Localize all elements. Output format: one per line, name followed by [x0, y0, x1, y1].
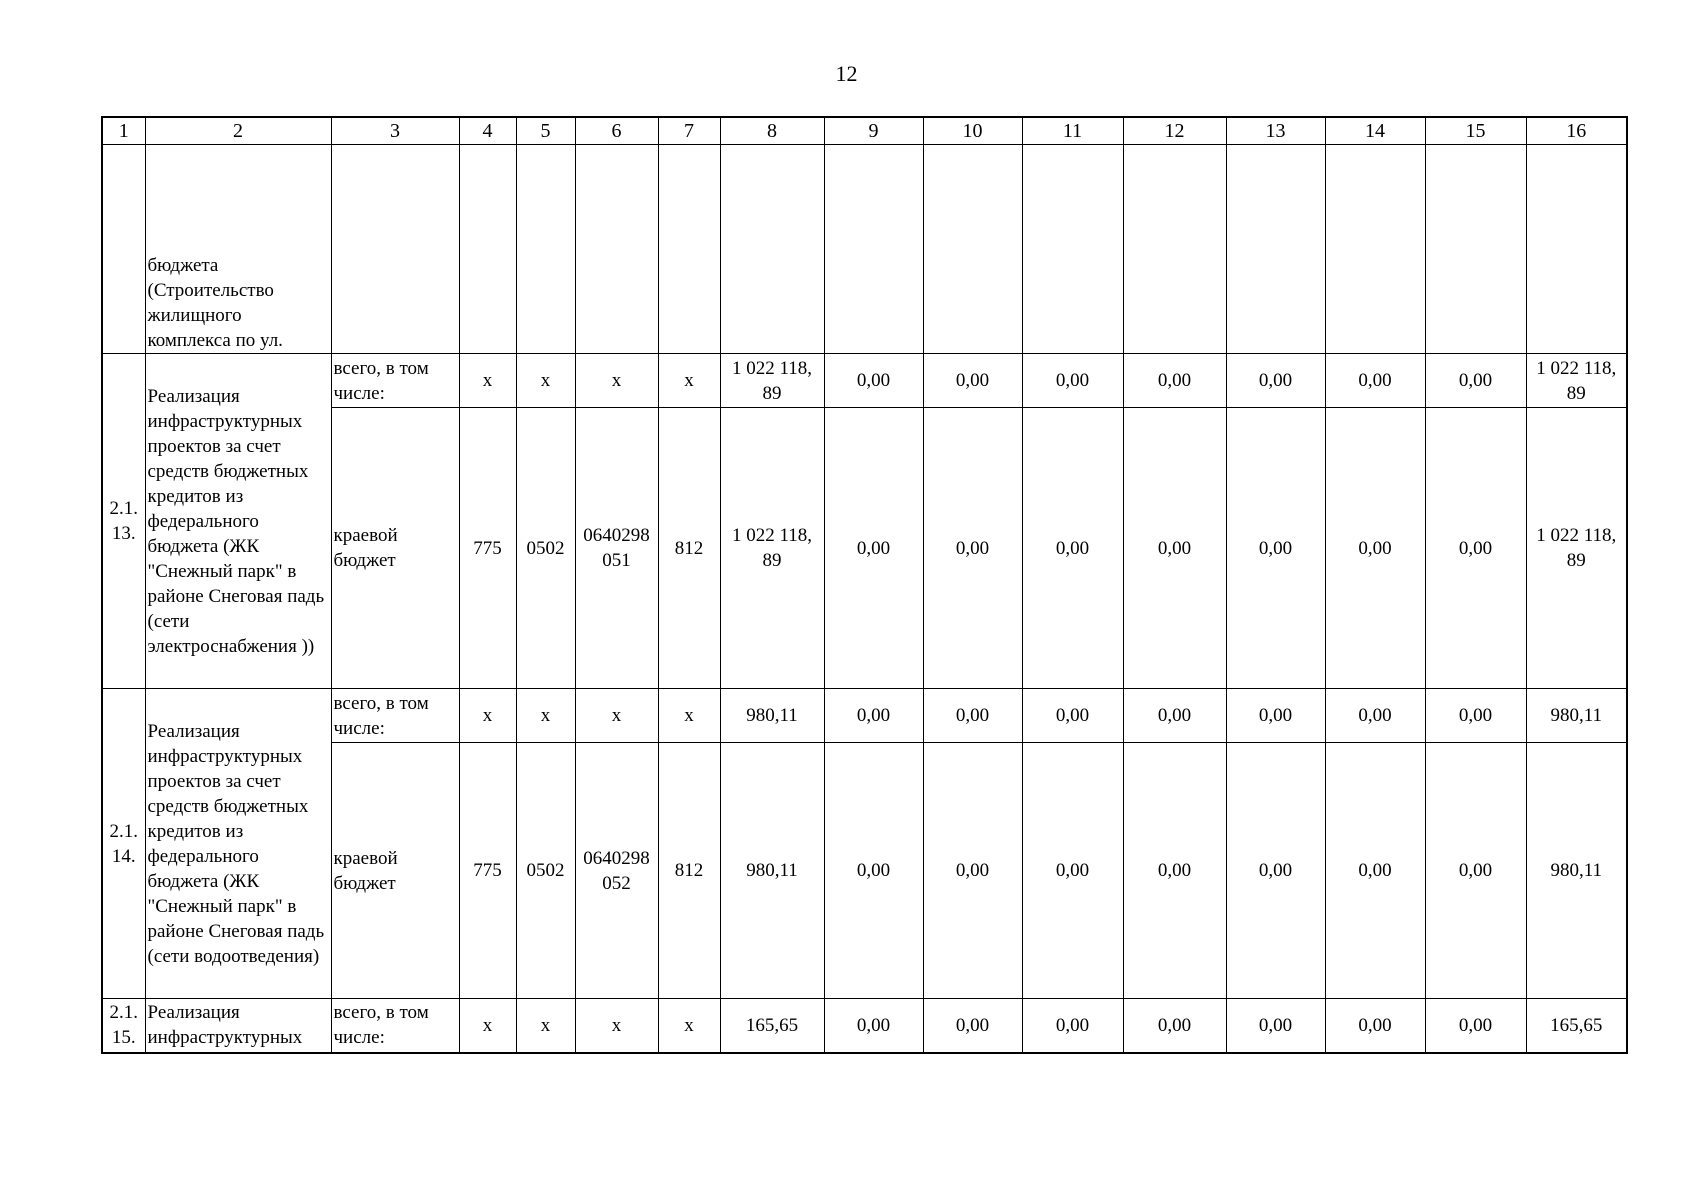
- value-cell: 0,00: [1325, 999, 1425, 1053]
- empty-cell: [1526, 145, 1627, 354]
- empty-cell: [575, 145, 658, 354]
- value-cell: 0,00: [1425, 999, 1526, 1053]
- empty-cell: [824, 145, 923, 354]
- value-cell: 1 022 118, 89: [720, 354, 824, 408]
- value-cell: 0502: [516, 408, 575, 689]
- item-id-cell: 2.1. 13.: [102, 354, 145, 689]
- value-cell: 0,00: [1022, 354, 1123, 408]
- table-row: [102, 999, 1627, 1053]
- header-cell: 1: [102, 117, 145, 145]
- value-cell: 0502: [516, 743, 575, 999]
- header-cell: 6: [575, 117, 658, 145]
- empty-cell: [459, 145, 516, 354]
- table-row: [102, 408, 1627, 689]
- table-row: [102, 743, 1627, 999]
- source-cell: краевой бюджет: [331, 408, 459, 689]
- empty-cell: [923, 145, 1022, 354]
- value-cell: 1 022 118, 89: [720, 408, 824, 689]
- empty-cell: [720, 145, 824, 354]
- header-cell: 13: [1226, 117, 1325, 145]
- source-cell: всего, в том числе:: [331, 689, 459, 743]
- value-cell: х: [516, 689, 575, 743]
- header-cell: 2: [145, 117, 331, 145]
- header-cell: 16: [1526, 117, 1627, 145]
- header-cell: 8: [720, 117, 824, 145]
- value-cell: 0640298 052: [575, 743, 658, 999]
- empty-cell: [1123, 145, 1226, 354]
- value-cell: х: [658, 689, 720, 743]
- value-cell: х: [658, 999, 720, 1053]
- empty-cell: [658, 145, 720, 354]
- value-cell: 0,00: [1425, 354, 1526, 408]
- value-cell: х: [516, 999, 575, 1053]
- value-cell: 0,00: [1425, 743, 1526, 999]
- value-cell: 0,00: [923, 354, 1022, 408]
- item-id-cell: 2.1. 14.: [102, 689, 145, 999]
- value-cell: 0,00: [824, 743, 923, 999]
- source-cell: всего, в том числе:: [331, 999, 459, 1053]
- item-name-cell: Реализация инфраструктурных: [145, 999, 331, 1053]
- value-cell: 0,00: [1425, 689, 1526, 743]
- source-cell: всего, в том числе:: [331, 354, 459, 408]
- table-row: [102, 689, 1627, 743]
- value-cell: 0,00: [923, 689, 1022, 743]
- budget-table: [101, 116, 1628, 1054]
- header-cell: 10: [923, 117, 1022, 145]
- header-cell: 7: [658, 117, 720, 145]
- value-cell: 0,00: [1022, 743, 1123, 999]
- value-cell: 0,00: [1226, 689, 1325, 743]
- value-cell: 0,00: [1226, 999, 1325, 1053]
- value-cell: 165,65: [720, 999, 824, 1053]
- value-cell: 0,00: [824, 999, 923, 1053]
- value-cell: х: [459, 999, 516, 1053]
- header-cell: 3: [331, 117, 459, 145]
- empty-cell: [516, 145, 575, 354]
- item-id-cell: 2.1. 15.: [102, 999, 145, 1053]
- header-cell: 15: [1425, 117, 1526, 145]
- item-name-cell: Реализация инфраструктурных проектов за счет средств бюджетных кредитов из федерального бюджета (ЖК "Снежный парк" в районе Снеговая падь (сети электроснабжения )): [145, 354, 331, 689]
- value-cell: 1 022 118, 89: [1526, 408, 1627, 689]
- value-cell: 0,00: [1226, 408, 1325, 689]
- header-cell: 9: [824, 117, 923, 145]
- value-cell: 980,11: [720, 689, 824, 743]
- empty-cell: [1425, 145, 1526, 354]
- value-cell: 775: [459, 743, 516, 999]
- value-cell: 0,00: [1123, 354, 1226, 408]
- value-cell: 0,00: [1425, 408, 1526, 689]
- value-cell: 0,00: [1123, 743, 1226, 999]
- value-cell: х: [516, 354, 575, 408]
- value-cell: 0,00: [1123, 408, 1226, 689]
- value-cell: 0,00: [824, 408, 923, 689]
- value-cell: 0,00: [824, 354, 923, 408]
- value-cell: 0,00: [1325, 354, 1425, 408]
- value-cell: 0,00: [1022, 689, 1123, 743]
- value-cell: 0,00: [1022, 999, 1123, 1053]
- page-number: 12: [835, 61, 858, 86]
- value-cell: х: [459, 689, 516, 743]
- header-cell: 11: [1022, 117, 1123, 145]
- value-cell: 980,11: [1526, 743, 1627, 999]
- value-cell: 812: [658, 408, 720, 689]
- empty-cell: [331, 145, 459, 354]
- value-cell: 980,11: [1526, 689, 1627, 743]
- header-cell: 4: [459, 117, 516, 145]
- value-cell: 1 022 118, 89: [1526, 354, 1627, 408]
- table-row: [102, 354, 1627, 408]
- header-cell: 5: [516, 117, 575, 145]
- id-cell: [102, 145, 145, 354]
- value-cell: 0,00: [1226, 743, 1325, 999]
- continuation-row: [102, 145, 1627, 354]
- item-name-cell: Реализация инфраструктурных проектов за счет средств бюджетных кредитов из федерального бюджета (ЖК "Снежный парк" в районе Снеговая падь (сети водоотведения): [145, 689, 331, 999]
- empty-cell: [1226, 145, 1325, 354]
- header-row: [102, 117, 1627, 145]
- value-cell: 0,00: [1325, 743, 1425, 999]
- value-cell: 0,00: [1123, 689, 1226, 743]
- value-cell: 0,00: [1226, 354, 1325, 408]
- value-cell: 0,00: [1325, 408, 1425, 689]
- value-cell: 0,00: [923, 408, 1022, 689]
- value-cell: 0,00: [923, 999, 1022, 1053]
- empty-cell: [1022, 145, 1123, 354]
- value-cell: 775: [459, 408, 516, 689]
- value-cell: х: [459, 354, 516, 408]
- value-cell: 0,00: [1022, 408, 1123, 689]
- value-cell: 165,65: [1526, 999, 1627, 1053]
- value-cell: 0,00: [824, 689, 923, 743]
- value-cell: х: [575, 354, 658, 408]
- value-cell: х: [658, 354, 720, 408]
- header-cell: 12: [1123, 117, 1226, 145]
- value-cell: 812: [658, 743, 720, 999]
- source-cell: краевой бюджет: [331, 743, 459, 999]
- item-name-cell: бюджета (Строительство жилищного комплекса по ул.: [145, 145, 331, 354]
- value-cell: 0,00: [1325, 689, 1425, 743]
- value-cell: 0640298 051: [575, 408, 658, 689]
- header-cell: 14: [1325, 117, 1425, 145]
- value-cell: х: [575, 999, 658, 1053]
- empty-cell: [1325, 145, 1425, 354]
- value-cell: 0,00: [923, 743, 1022, 999]
- value-cell: х: [575, 689, 658, 743]
- value-cell: 0,00: [1123, 999, 1226, 1053]
- value-cell: 980,11: [720, 743, 824, 999]
